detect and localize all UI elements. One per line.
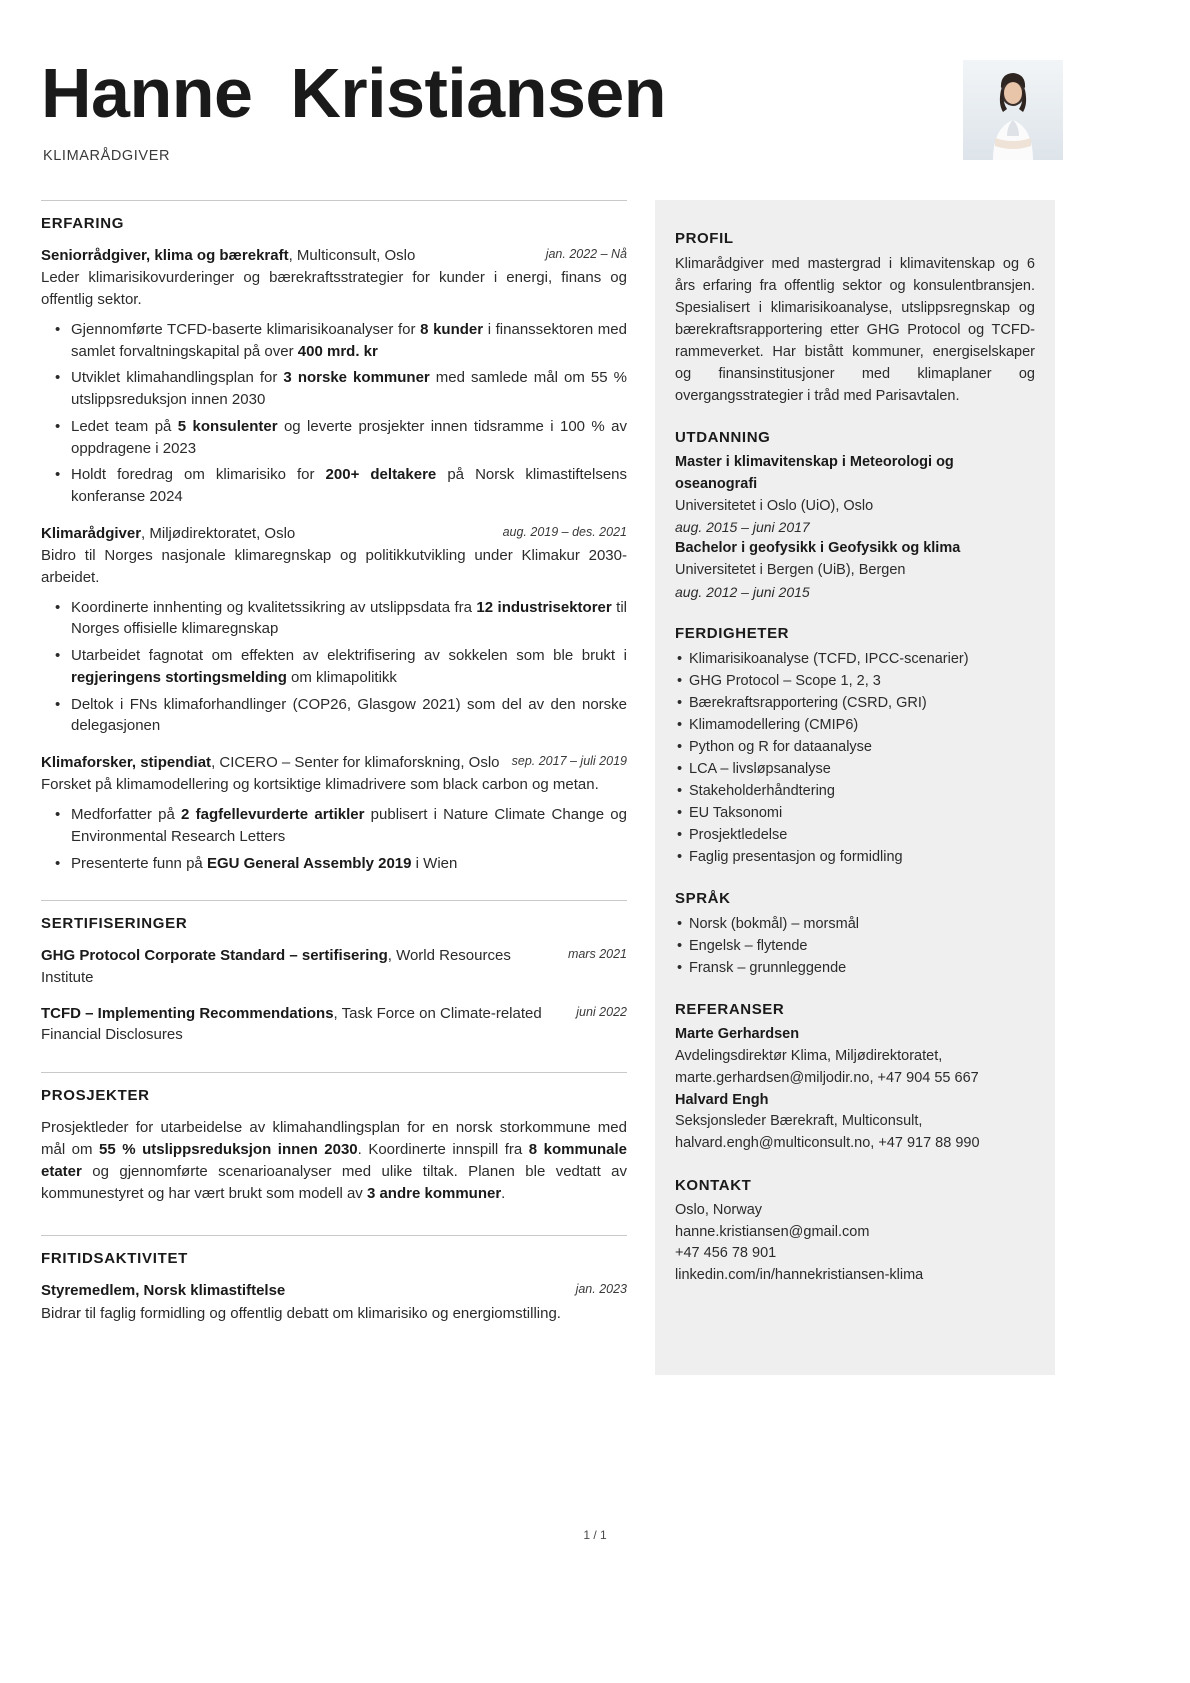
reference-name: Halvard Engh (675, 1091, 769, 1108)
divider (41, 1235, 627, 1236)
section-title-skills: FERDIGHETER (675, 624, 790, 642)
contact-email[interactable]: hanne.kristiansen@gmail.com (675, 1223, 870, 1240)
job-title: KLIMARÅDGIVER (43, 148, 171, 164)
certification-issuer: , World Resources Institute (41, 947, 511, 986)
experience-date: aug. 2019 – des. 2021 (502, 524, 627, 539)
projects-body: Prosjektleder for utarbeidelse av klimahandlingsplan for en norsk storkommune med mål om 55 % utslippsreduksjon innen 2030. Koordinerte innspill fra 8 kommunale etater og gjennomførte scenarioanalyser med ulike tiltak. Planen ble vedtatt av kommunestyret og har vært brukt som modell av 3 andre kommuner. (41, 1118, 627, 1203)
skills-list (675, 648, 1035, 868)
certification-name: GHG Protocol Corporate Standard – sertifisering (41, 947, 388, 965)
experience-description: Leder klimarisikovurderinger og bærekraftsstrategier for kunder i energi, finans og offentlig sektor. (41, 269, 627, 309)
divider (41, 1072, 627, 1073)
certification-entry-head (41, 945, 627, 988)
experience-company: , Miljødirektoratet, Oslo (141, 524, 296, 542)
section-title-certifications: SERTIFISERINGER (41, 915, 188, 933)
experience-entry (41, 752, 627, 874)
reference-role: Seksjonsleder Bærekraft, Multiconsult, (675, 1113, 923, 1130)
section-title-languages: SPRÅK (675, 890, 731, 908)
list-item: • Koordinerte innhenting og kvalitetssikring av utslippsdata fra 12 industrisektorer til Norges offisielle klimaregnskap (71, 597, 627, 641)
list-item: • Prosjektledelse (689, 824, 1035, 846)
sidebar-section-contact (675, 1177, 1035, 1287)
section-title-projects: PROSJEKTER (41, 1086, 150, 1104)
experience-entry (41, 523, 627, 737)
reference-contact: halvard.engh@multiconsult.no, +47 917 88 990 (675, 1135, 980, 1152)
leisure-date: jan. 2023 (575, 1282, 627, 1297)
certification-name: TCFD – Implementing Recommendations (41, 1004, 334, 1022)
leisure-role: Styremedlem, Norsk klimastiftelse (41, 1282, 286, 1300)
education-degree: Master i klimavitenskap i Meteorologi og oseanografi (675, 454, 954, 492)
experience-description: Forsket på klimamodellering og kortsiktige klimadrivere som black carbon og metan. (41, 776, 599, 794)
list-item: • GHG Protocol – Scope 1, 2, 3 (689, 670, 1035, 692)
sidebar (655, 200, 1055, 1375)
experience-description: Bidro til Norges nasjonale klimaregnskap og politikkutvikling under Klimakur 2030-arbeidet. (41, 547, 627, 586)
list-item: • Holdt foredrag om klimarisiko for 200+ deltakere på Norsk klimastiftelsens konferanse 2024 (71, 464, 627, 508)
education-date: aug. 2015 – juni 2017 (675, 519, 810, 536)
section-title-profile: PROFIL (675, 230, 734, 247)
list-item: • Bærekraftsrapportering (CSRD, GRI) (689, 692, 1035, 714)
section-title-leisure: FRITIDSAKTIVITET (41, 1250, 189, 1268)
section-title-experience: ERFARING (41, 215, 125, 232)
experience-role: Klimarådgiver (41, 524, 142, 542)
list-item: • LCA – livsløpsanalyse (689, 758, 1035, 780)
contact-location: Oslo, Norway (675, 1201, 763, 1218)
certification-date: mars 2021 (567, 947, 627, 962)
list-item: • Engelsk – flytende (689, 935, 1035, 957)
sidebar-section-profile (675, 230, 1035, 407)
reference-role: Avdelingsdirektør Klima, Miljødirektoratet, (675, 1048, 943, 1065)
section-title-references: REFERANSER (675, 1001, 785, 1019)
certification-entry (41, 1003, 627, 1046)
certification-issuer: , Task Force on Climate-related Financial Disclosures (41, 1004, 542, 1044)
certification-entry (41, 945, 627, 988)
sidebar-section-references (675, 1001, 1035, 1155)
sidebar-section-skills (675, 625, 1035, 868)
reference-contact: marte.gerhardsen@miljodir.no, +47 904 55 667 (675, 1069, 979, 1086)
list-item: • Ledet team på 5 konsulenter og leverte prosjekter innen tidsramme i 100 % av oppdragene i 2023 (71, 416, 627, 460)
list-item: • Norsk (bokmål) – morsmål (689, 913, 1035, 935)
list-item: • Faglig presentasjon og formidling (689, 846, 1035, 868)
experience-role: Klimaforsker, stipendiat (41, 754, 212, 772)
certification-entry-head (41, 1003, 627, 1046)
certification-date: juni 2022 (576, 1004, 627, 1019)
list-item: • Presenterte funn på EGU General Assembly 2019 i Wien (71, 853, 627, 875)
experience-company: , Multiconsult, Oslo (288, 247, 416, 264)
page-title: Hanne Kristiansen (41, 54, 667, 132)
experience-date: sep. 2017 – juli 2019 (511, 754, 627, 769)
experience-date: jan. 2022 – Nå (545, 247, 627, 261)
experience-company: , CICERO – Senter for klimaforskning, Oslo (211, 754, 500, 772)
avatar (963, 60, 1063, 160)
portrait-photo-icon (963, 60, 1063, 160)
experience-bullets (41, 597, 627, 738)
sidebar-section-education (675, 429, 1035, 603)
list-item: • Gjennomførte TCFD-baserte klimarisikoanalyser for 8 kunder i finanssektoren med samlet forvaltningskapital på over 400 mrd. kr (71, 319, 627, 363)
list-item: • Utviklet klimahandlingsplan for 3 norske kommuner med samlede mål om 55 % utslippsreduksjon innen 2030 (71, 367, 627, 411)
profile-body: Klimarådgiver med mastergrad i klimavitenskap og 6 års erfaring fra offentlig sektor og konsulentbransjen. Spesialisert i klimarisikoanalyse, utslippsregnskap og bærekraftsrapportering etter GHG Protocol og TCFD-rammeverket. Har bistått kommuner, energiselskaper og finansinstitusjoner med klimaplaner og overgangsstrategier i tråd med Parisavtalen. (675, 256, 1035, 405)
leisure-description: Bidrar til faglig formidling og offentlig debatt om klimarisiko og energiomstilling. (41, 1304, 561, 1322)
list-item: • Klimamodellering (CMIP6) (689, 714, 1035, 736)
experience-entry-head (41, 752, 627, 773)
resume-header (0, 0, 1190, 190)
education-date: aug. 2012 – juni 2015 (675, 583, 810, 600)
page-number: 1 / 1 (583, 1528, 607, 1542)
list-item: • Stakeholderhåndtering (689, 780, 1035, 802)
experience-entry-head (41, 245, 627, 266)
section-title-education: UTDANNING (675, 429, 771, 447)
page-footer (0, 1528, 1190, 1542)
divider (41, 900, 627, 901)
list-item: • Medforfatter på 2 fagfellevurderte artikler publisert i Nature Climate Change og Environmental Research Letters (71, 804, 627, 848)
leisure-entry-head (41, 1280, 627, 1301)
list-item: • Deltok i FNs klimaforhandlinger (COP26, Glasgow 2021) som del av den norske delegasjonen (71, 694, 627, 738)
education-school: Universitetet i Oslo (UiO), Oslo (675, 497, 874, 514)
experience-entry-head (41, 523, 627, 544)
list-item: • Fransk – grunnleggende (689, 957, 1035, 979)
sidebar-section-languages (675, 890, 1035, 979)
contact-phone[interactable]: +47 456 78 901 (675, 1245, 777, 1262)
list-item: • Python og R for dataanalyse (689, 736, 1035, 758)
languages-list (675, 913, 1035, 979)
experience-role: Seniorrådgiver, klima og bærekraft (41, 247, 289, 264)
section-title-contact: KONTAKT (675, 1176, 752, 1194)
list-item: • Klimarisikoanalyse (TCFD, IPCC-scenarier) (689, 648, 1035, 670)
list-item: • EU Taksonomi (689, 802, 1035, 824)
education-school: Universitetet i Bergen (UiB), Bergen (675, 562, 906, 579)
experience-entry (41, 245, 627, 508)
contact-linkedin[interactable]: linkedin.com/in/hannekristiansen-klima (675, 1267, 924, 1284)
list-item: • Utarbeidet fagnotat om effekten av elektrifisering av sokkelen som ble brukt i regjeringens stortingsmelding om klimapolitikk (71, 645, 627, 689)
divider (41, 200, 627, 201)
experience-bullets (41, 804, 627, 874)
education-degree: Bachelor i geofysikk i Geofysikk og klima (675, 540, 961, 557)
main-column (41, 200, 627, 1339)
experience-bullets (41, 319, 627, 508)
leisure-entry (41, 1280, 627, 1324)
reference-name: Marte Gerhardsen (675, 1026, 800, 1043)
